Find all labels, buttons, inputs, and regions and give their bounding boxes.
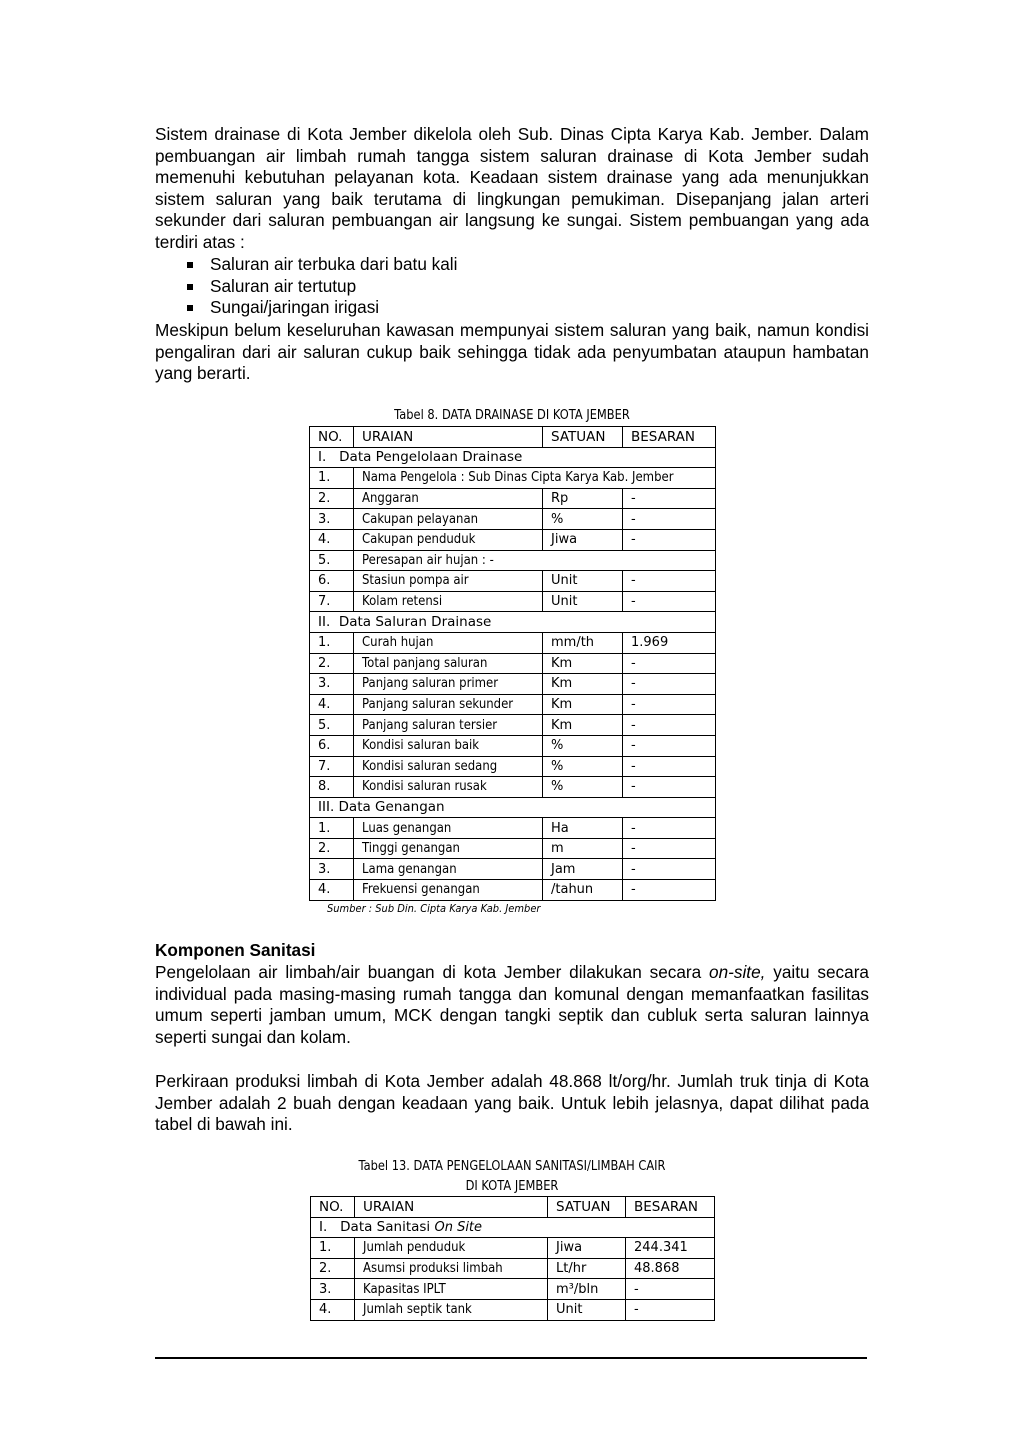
section-heading: Komponen Sanitasi [155, 940, 316, 960]
cell-no: 2. [310, 838, 354, 859]
cell-uraian: Anggaran [354, 488, 543, 509]
cell-besaran: - [623, 488, 716, 509]
table-row [310, 488, 716, 509]
cell-no: 1. [310, 818, 354, 839]
drainage-condition-paragraph: Meskipun belum keseluruhan kawasan mempunyai sistem saluran yang baik, namun kondisi pengaliran dari air saluran cukup baik sehingga tidak ada penyumbatan ataupun hambatan yang berarti. [155, 320, 869, 384]
section-row [310, 797, 716, 818]
cell-besaran: - [623, 859, 716, 880]
cell-satuan: Jiwa [548, 1238, 626, 1259]
cell-uraian: Jumlah penduduk [355, 1238, 548, 1259]
cell-uraian: Total panjang saluran [354, 653, 543, 674]
cell-uraian: Panjang saluran tersier [354, 715, 543, 736]
cell-uraian: Jumlah septik tank [355, 1299, 548, 1320]
table-row [310, 694, 716, 715]
cell-besaran: - [623, 694, 716, 715]
cell-satuan: % [543, 777, 623, 798]
cell-uraian: Panjang saluran sekunder [354, 694, 543, 715]
cell-satuan: Rp [543, 488, 623, 509]
cell-uraian: Kondisi saluran baik [354, 735, 543, 756]
table8-caption: Tabel 8. DATA DRAINASE DI KOTA JEMBER [394, 408, 630, 423]
cell-besaran: - [623, 735, 716, 756]
cell-no: 6. [310, 571, 354, 592]
section-title: III. Data Genangan [310, 797, 716, 818]
cell-satuan: Unit [543, 591, 623, 612]
table-row [311, 1279, 715, 1300]
cell-no: 4. [310, 529, 354, 550]
table-row [310, 591, 716, 612]
table13-caption [325, 1157, 698, 1197]
cell-uraian: Lama genangan [354, 859, 543, 880]
table-row [310, 777, 716, 798]
table-row [311, 1238, 715, 1259]
cell-no: 2. [311, 1258, 355, 1279]
col-header-satuan: SATUAN [543, 427, 623, 448]
col-header-satuan: SATUAN [548, 1197, 626, 1218]
cell-uraian: Luas genangan [354, 818, 543, 839]
cell-no: 7. [310, 591, 354, 612]
cell-besaran: - [626, 1279, 715, 1300]
cell-no: 8. [310, 777, 354, 798]
cell-uraian: Kapasitas IPLT [355, 1279, 548, 1300]
cell-uraian: Frekuensi genangan [354, 880, 543, 901]
table-row [310, 859, 716, 880]
cell-besaran: - [623, 777, 716, 798]
cell-no: 1. [310, 468, 354, 489]
section-row [310, 447, 716, 468]
sanitation-paragraph: Pengelolaan air limbah/air buangan di kota Jember dilakukan secara on-site, yaitu secara individual pada masing-masing rumah tangga dan komunal dengan memanfaatkan fasilitas umum seperti jamban umum, MCK dengan tangki septik dan cubluk serta saluran lainnya seperti sungai dan kolam. [155, 962, 869, 1047]
cell-besaran: 1.969 [623, 632, 716, 653]
cell-uraian: Cakupan pelayanan [354, 509, 543, 530]
cell-besaran: 244.341 [626, 1238, 715, 1259]
cell-besaran: - [623, 838, 716, 859]
section-title: I. Data Pengelolaan Drainase [310, 447, 716, 468]
table13-caption-line1: Tabel 13. DATA PENGELOLAAN SANITASI/LIMBAH CAIR [358, 1159, 666, 1174]
col-header-besaran: BESARAN [626, 1197, 715, 1218]
table-row [310, 571, 716, 592]
cell-satuan: Km [543, 715, 623, 736]
cell-no: 4. [311, 1299, 355, 1320]
table-header-row [310, 427, 716, 448]
table-row [310, 818, 716, 839]
table-row [310, 756, 716, 777]
cell-uraian: Nama Pengelola : Sub Dinas Cipta Karya Kab. Jember [354, 468, 716, 489]
cell-satuan: m [543, 838, 623, 859]
cell-satuan: Jam [543, 859, 623, 880]
cell-satuan: Jiwa [543, 529, 623, 550]
section-row [310, 612, 716, 633]
table-row [310, 550, 716, 571]
table-row [310, 468, 716, 489]
cell-satuan: Unit [548, 1299, 626, 1320]
cell-uraian: Kondisi saluran sedang [354, 756, 543, 777]
cell-uraian: Asumsi produksi limbah [355, 1258, 548, 1279]
cell-besaran: - [623, 591, 716, 612]
cell-satuan: Km [543, 653, 623, 674]
cell-no: 2. [310, 488, 354, 509]
table-row [310, 735, 716, 756]
waste-production-paragraph: Perkiraan produksi limbah di Kota Jember adalah 48.868 lt/org/hr. Jumlah truk tinja di Kota Jember adalah 2 buah dengan keadaan yang baik. Untuk lebih jelasnya, dapat dilihat pada tabel di bawah ini. [155, 1071, 869, 1135]
table-header-row [311, 1197, 715, 1218]
table-row [311, 1258, 715, 1279]
cell-uraian: Panjang saluran primer [354, 674, 543, 695]
table-row [310, 529, 716, 550]
cell-besaran: - [623, 715, 716, 736]
table-row [310, 674, 716, 695]
table13-caption-line2: DI KOTA JEMBER [465, 1179, 559, 1194]
section-row [311, 1217, 715, 1238]
cell-satuan: Km [543, 674, 623, 695]
col-header-uraian: URAIAN [355, 1197, 548, 1218]
cell-besaran: - [623, 880, 716, 901]
cell-satuan: /tahun [543, 880, 623, 901]
cell-satuan: m³/bln [548, 1279, 626, 1300]
cell-uraian: Kolam retensi [354, 591, 543, 612]
cell-besaran: - [623, 674, 716, 695]
col-header-no: NO. [310, 427, 354, 448]
cell-no: 4. [310, 880, 354, 901]
intro-paragraph: Sistem drainase di Kota Jember dikelola oleh Sub. Dinas Cipta Karya Kab. Jember. Dalam pembuangan air limbah rumah tangga sistem saluran drainase di Kota Jember sudah memenuhi kebutuhan pelayanan kota. Keadaan sistem drainase yang ada menunjukkan sistem saluran yang baik terutama di lingkungan pemukiman. Disepanjang jalan arteri sekunder dari saluran pembuangan air langsung ke sungai. Sistem pembuangan yang ada terdiri atas : [155, 124, 869, 252]
cell-no: 3. [311, 1279, 355, 1300]
drainage-data-table [309, 426, 716, 901]
cell-satuan: % [543, 509, 623, 530]
cell-uraian: Stasiun pompa air [354, 571, 543, 592]
table-row [310, 653, 716, 674]
footer-rule [155, 1357, 867, 1359]
cell-uraian: Curah hujan [354, 632, 543, 653]
cell-satuan: % [543, 735, 623, 756]
cell-no: 4. [310, 694, 354, 715]
cell-uraian: Kondisi saluran rusak [354, 777, 543, 798]
table-row [310, 880, 716, 901]
cell-satuan: Unit [543, 571, 623, 592]
cell-no: 6. [310, 735, 354, 756]
cell-besaran: - [623, 571, 716, 592]
col-header-besaran: BESARAN [623, 427, 716, 448]
cell-satuan: Lt/hr [548, 1258, 626, 1279]
table-row [310, 715, 716, 736]
cell-satuan: Ha [543, 818, 623, 839]
cell-besaran: 48.868 [626, 1258, 715, 1279]
table-row [310, 509, 716, 530]
cell-besaran: - [623, 529, 716, 550]
table-row [311, 1299, 715, 1320]
cell-uraian: Peresapan air hujan : - [354, 550, 716, 571]
table-row [310, 838, 716, 859]
cell-no: 5. [310, 715, 354, 736]
sanitation-data-table [310, 1196, 715, 1321]
cell-no: 2. [310, 653, 354, 674]
cell-no: 1. [311, 1238, 355, 1259]
table8-source-note: Sumber : Sub Din. Cipta Karya Kab. Jember [327, 902, 541, 915]
list-item: Saluran air terbuka dari batu kali [155, 254, 869, 276]
drainage-system-list [155, 254, 869, 319]
cell-satuan: % [543, 756, 623, 777]
cell-uraian: Cakupan penduduk [354, 529, 543, 550]
list-item: Saluran air tertutup [155, 276, 869, 298]
cell-no: 3. [310, 859, 354, 880]
cell-besaran: - [623, 756, 716, 777]
table-row [310, 632, 716, 653]
col-header-uraian: URAIAN [354, 427, 543, 448]
cell-no: 3. [310, 509, 354, 530]
cell-satuan: mm/th [543, 632, 623, 653]
section-title: I. Data Sanitasi On Site [311, 1217, 715, 1238]
col-header-no: NO. [311, 1197, 355, 1218]
list-item: Sungai/jaringan irigasi [155, 297, 869, 319]
cell-besaran: - [623, 509, 716, 530]
cell-besaran: - [626, 1299, 715, 1320]
cell-besaran: - [623, 818, 716, 839]
cell-satuan: Km [543, 694, 623, 715]
cell-no: 7. [310, 756, 354, 777]
cell-uraian: Tinggi genangan [354, 838, 543, 859]
cell-besaran: - [623, 653, 716, 674]
cell-no: 3. [310, 674, 354, 695]
cell-no: 1. [310, 632, 354, 653]
section-title: II. Data Saluran Drainase [310, 612, 716, 633]
cell-no: 5. [310, 550, 354, 571]
